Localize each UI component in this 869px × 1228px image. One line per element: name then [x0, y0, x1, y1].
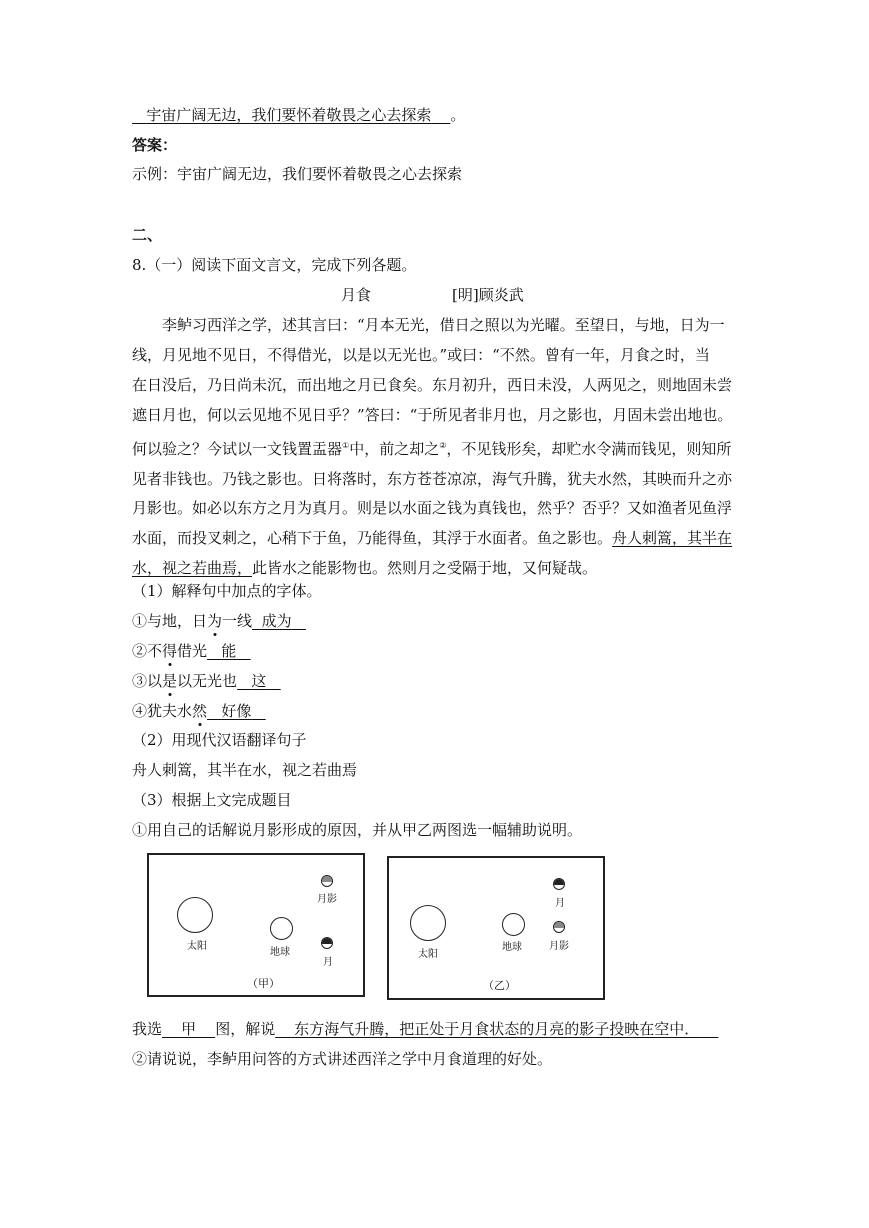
- note-1: ①: [342, 440, 350, 450]
- passage-title: 月食: [341, 286, 372, 304]
- sub3-label: （3）根据上文完成题目: [132, 791, 292, 809]
- sun-circle: [410, 905, 446, 941]
- passage-line-3: 在日没后，乃日尚未沉，而出地之月已食矣。东月初升，西日未没，人两见之，则地固未尝: [132, 375, 733, 394]
- sub1-item-1: ①与地，日为一线 成为: [132, 612, 292, 630]
- passage: [132, 311, 738, 584]
- note-2: ②: [439, 440, 447, 450]
- sun-circle: [177, 897, 213, 933]
- moon-icon: [321, 937, 333, 949]
- sub3-answer: 我选 甲 图，解说 东方海气升腾，把正处于月食状态的月亮的影子投映在空中．: [132, 1020, 700, 1038]
- passage-line-8: 水面，而投叉刺之，心稍下于鱼，乃能得鱼，其浮于水面者。鱼之影也。舟人刺篙，其半在: [132, 529, 733, 548]
- passage-line-4: 遮日月也，何以云见地不见日乎？”答曰：“于所见者非月也，月之影也，月固未尝出地也。: [132, 405, 733, 424]
- passage-line-9: 水，视之若曲焉，此皆水之能影物也。然则月之受隔于地，又何疑哉。: [132, 559, 598, 578]
- moon-icon: [553, 878, 565, 890]
- answer-line: 宇宙广阔无边，我们要怀着敬畏之心去探索 。: [132, 105, 465, 125]
- answer-label: 答案：: [132, 136, 178, 154]
- moon-shadow-icon: [321, 875, 333, 887]
- sub1-label: （1）解释句中加点的字体。: [132, 582, 322, 600]
- passage-line-2: 线，月见地不见日，不得借光，以是以无光也。”或曰：“不然。曾有一年，月食之时，当: [132, 345, 710, 364]
- question-intro: 8.（一）阅读下面文言文，完成下列各题。: [132, 256, 417, 274]
- sub1-item-3: ③以是以无光也 这: [132, 672, 267, 690]
- passage-line-1: 李鲈习西洋之学，述其言曰：“月本无光，借日之照以为光曜。至望日，与地，日为一: [162, 316, 725, 334]
- sub1-item-4: ④犹夫水然 好像: [132, 702, 252, 720]
- sub3-question-1: ①用自己的话解说月影形成的原因，并从甲乙两图选一幅辅助说明。: [132, 821, 583, 839]
- figure-yi: [387, 856, 605, 1000]
- passage-line-5: 何以验之？今试以一文钱置盂器①中，前之却之②，不见钱形矣，却贮水令满而钱见，则知所: [132, 439, 732, 458]
- underlined-sentence-part2: 水，视之若曲焉，: [132, 559, 253, 578]
- sun-label: 太阳: [418, 949, 438, 960]
- moon-label: 月: [555, 898, 565, 909]
- answer-choice: 甲: [181, 1020, 197, 1038]
- earth-circle: [502, 913, 525, 936]
- sub1-item-2: ②不得借光 能: [132, 642, 237, 660]
- section-heading: 二、: [132, 226, 163, 244]
- sun-label: 太阳: [187, 941, 207, 952]
- moon-shadow-label: 月影: [317, 894, 337, 905]
- sub2-label: （2）用现代汉语翻译句子: [132, 731, 307, 749]
- figure-caption: （甲）: [247, 977, 280, 990]
- answer-text: 东方海气升腾，把正处于月食状态的月亮的影子投映在空中．: [294, 1020, 700, 1038]
- moon-shadow-label: 月影: [549, 941, 569, 952]
- passage-author: [明]顾炎武: [452, 286, 524, 304]
- moon-label: 月: [323, 957, 333, 968]
- figure-jia: [147, 853, 365, 997]
- answer-line-text: 宇宙广阔无边，我们要怀着敬畏之心去探索: [146, 106, 432, 124]
- underlined-sentence-part1: 舟人刺篙，其半在: [612, 529, 733, 548]
- sub3-question-2: ②请说说，李鲈用问答的方式讲述西洋之学中月食道理的好处。: [132, 1050, 553, 1068]
- moon-shadow-icon: [553, 921, 565, 933]
- earth-label: 地球: [270, 947, 290, 958]
- sub2-sentence: 舟人刺篙，其半在水，视之若曲焉: [132, 761, 358, 779]
- passage-line-6: 见者非钱也。乃钱之影也。日将落时，东方苍苍凉凉，海气升腾，犹夫水然，其映而升之亦: [132, 469, 733, 488]
- earth-label: 地球: [502, 942, 522, 953]
- answer-example: 示例：宇宙广阔无边，我们要怀着敬畏之心去探索: [132, 165, 463, 183]
- passage-line-7: 月影也。如必以东方之月为真月。则是以水面之钱为真钱也，然乎？否乎？又如渔者见鱼浮: [132, 499, 733, 518]
- earth-circle: [270, 917, 293, 940]
- figure-caption: （乙）: [483, 979, 516, 992]
